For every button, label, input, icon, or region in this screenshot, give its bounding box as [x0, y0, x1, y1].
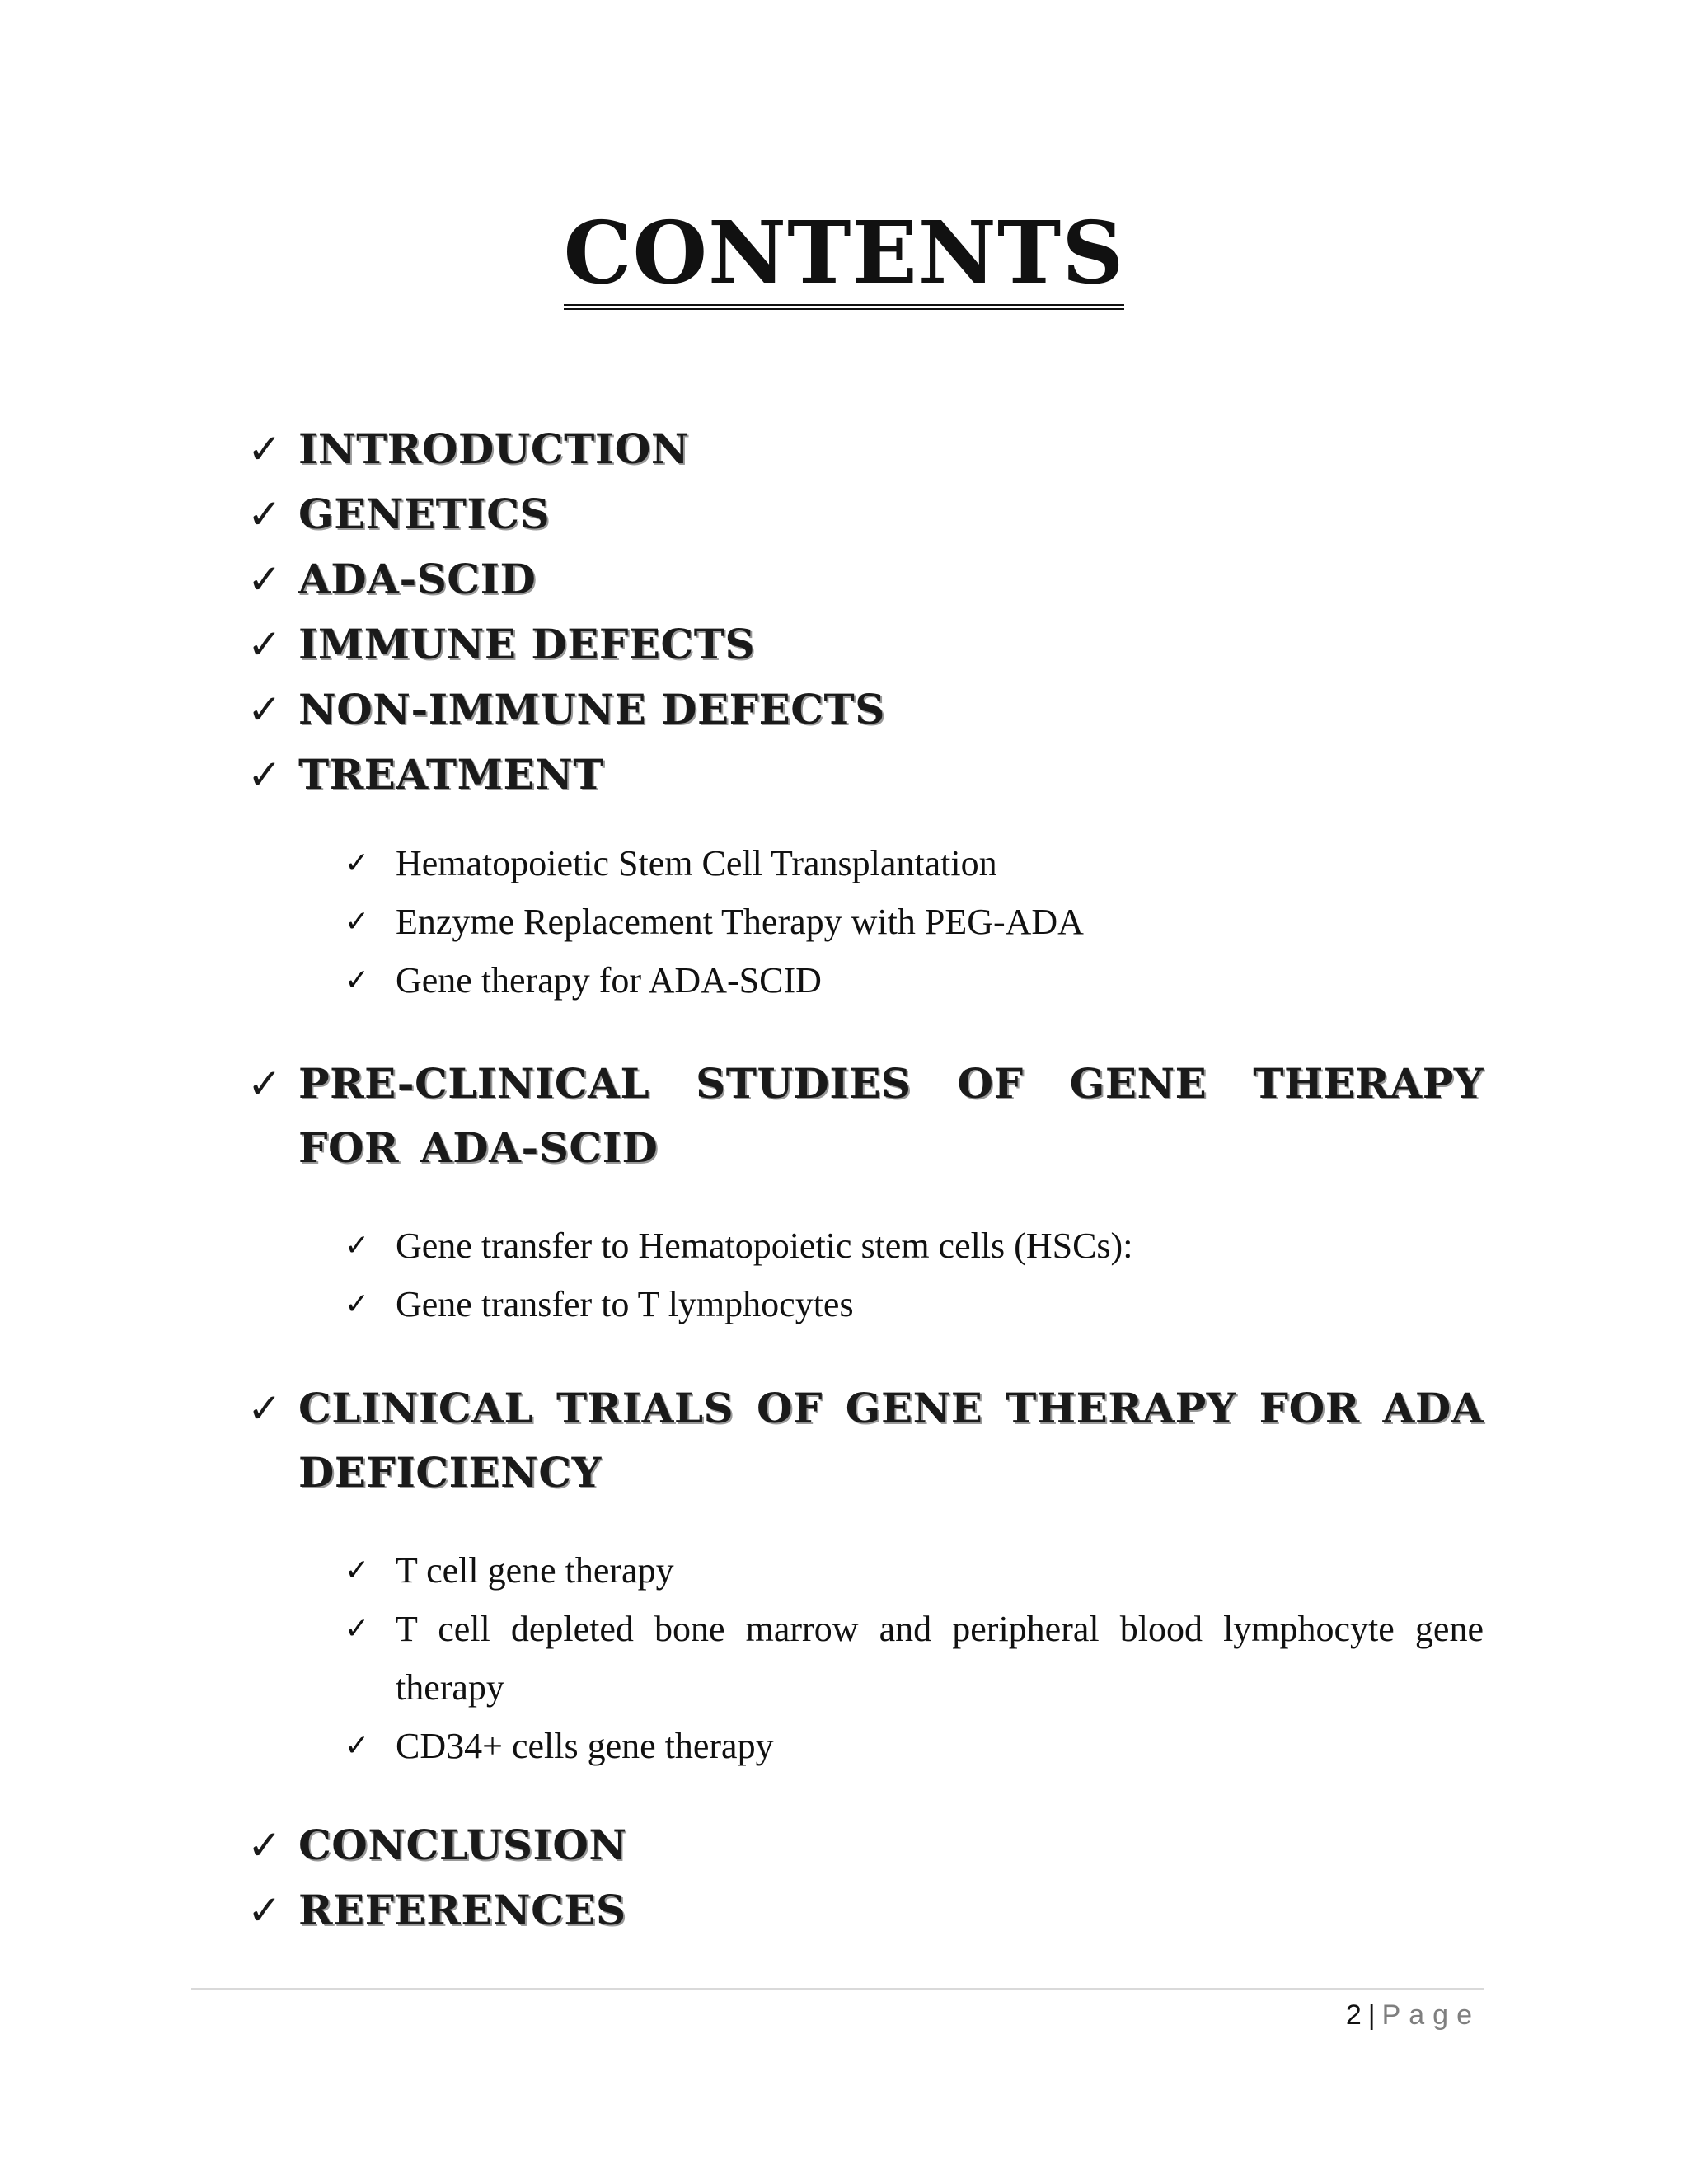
toc-subitem-label: Hematopoietic Stem Cell Transplantation — [396, 843, 997, 883]
toc-subitem-label: Enzyme Replacement Therapy with PEG-ADA — [396, 902, 1084, 942]
toc-item-label: INTRODUCTION — [298, 424, 690, 473]
toc-subitem — [345, 1216, 1484, 1275]
page-title — [0, 202, 1688, 310]
toc-item-label: REFERENCES — [298, 1886, 626, 1934]
checkmark-icon: ✓ — [345, 905, 370, 939]
toc-subitem — [345, 951, 1484, 1010]
toc-item-label: TREATMENT — [298, 750, 605, 799]
toc-subitem — [345, 893, 1484, 951]
toc-subitem-label: Gene therapy for ADA-SCID — [396, 960, 822, 1001]
checkmark-icon: ✓ — [345, 1729, 370, 1763]
checkmark-icon: ✓ — [345, 963, 370, 997]
toc-item-non-immune-defects — [247, 677, 1484, 742]
toc-item-ada-scid — [247, 547, 1484, 612]
toc-item-immune-defects — [247, 612, 1484, 677]
toc-subitem — [345, 1600, 1484, 1717]
toc-item-label: CLINICAL TRIALS OF GENE THERAPY FOR ADA DEFICIENCY — [298, 1384, 1484, 1497]
page-label: Page — [1381, 1999, 1480, 2031]
checkmark-icon: ✓ — [345, 846, 370, 880]
toc-subitem-label: Gene transfer to T lymphocytes — [396, 1284, 854, 1324]
checkmark-icon: ✓ — [345, 1612, 370, 1646]
checkmark-icon: ✓ — [247, 751, 283, 799]
checkmark-icon: ✓ — [247, 1060, 283, 1108]
toc-subitem-label: T cell gene therapy — [396, 1550, 674, 1591]
checkmark-icon: ✓ — [247, 425, 283, 473]
checkmark-icon: ✓ — [345, 1287, 370, 1321]
toc-item-conclusion — [247, 1813, 1484, 1877]
toc-item-label: ADA-SCID — [298, 555, 537, 603]
toc-item-label: CONCLUSION — [298, 1821, 627, 1869]
toc-subitem — [345, 1717, 1484, 1775]
page-title-text: CONTENTS — [564, 210, 1125, 310]
footer-separator: | — [1367, 1999, 1376, 2031]
checkmark-icon: ✓ — [247, 1385, 283, 1432]
toc-subitem-label: Gene transfer to Hematopoietic stem cells (HSCs): — [396, 1226, 1133, 1266]
checkmark-icon: ✓ — [345, 1554, 370, 1587]
page-footer — [1346, 1999, 1480, 2032]
toc-item-label: GENETICS — [298, 490, 551, 538]
toc-subitem — [345, 1541, 1484, 1600]
toc-item-clinical-trials — [247, 1376, 1484, 1505]
toc-subitem — [345, 1275, 1484, 1333]
checkmark-icon: ✓ — [345, 1229, 370, 1263]
toc-item-references — [247, 1878, 1484, 1943]
toc-item-treatment — [247, 743, 1484, 807]
toc-item-label: IMMUNE DEFECTS — [298, 620, 756, 668]
checkmark-icon: ✓ — [247, 490, 283, 538]
toc-item-genetics — [247, 482, 1484, 546]
checkmark-icon: ✓ — [247, 1821, 283, 1869]
checkmark-icon: ✓ — [247, 621, 283, 668]
checkmark-icon: ✓ — [247, 1886, 283, 1934]
page-number: 2 — [1345, 1999, 1362, 2031]
toc-item-label: PRE-CLINICAL STUDIES OF GENE THERAPY FOR ADA-SCID — [298, 1059, 1484, 1172]
toc-subitem-label: T cell depleted bone marrow and peripheral blood lymphocyte gene therapy — [396, 1609, 1484, 1708]
checkmark-icon: ✓ — [247, 555, 283, 603]
toc-item-label: NON-IMMUNE DEFECTS — [298, 685, 885, 733]
toc-subitem-label: CD34+ cells gene therapy — [396, 1726, 774, 1766]
toc-item-pre-clinical-studies — [247, 1052, 1484, 1180]
toc-item-introduction — [247, 417, 1484, 481]
footer-divider — [191, 1988, 1484, 1990]
toc-subitem — [345, 834, 1484, 893]
checkmark-icon: ✓ — [247, 686, 283, 733]
